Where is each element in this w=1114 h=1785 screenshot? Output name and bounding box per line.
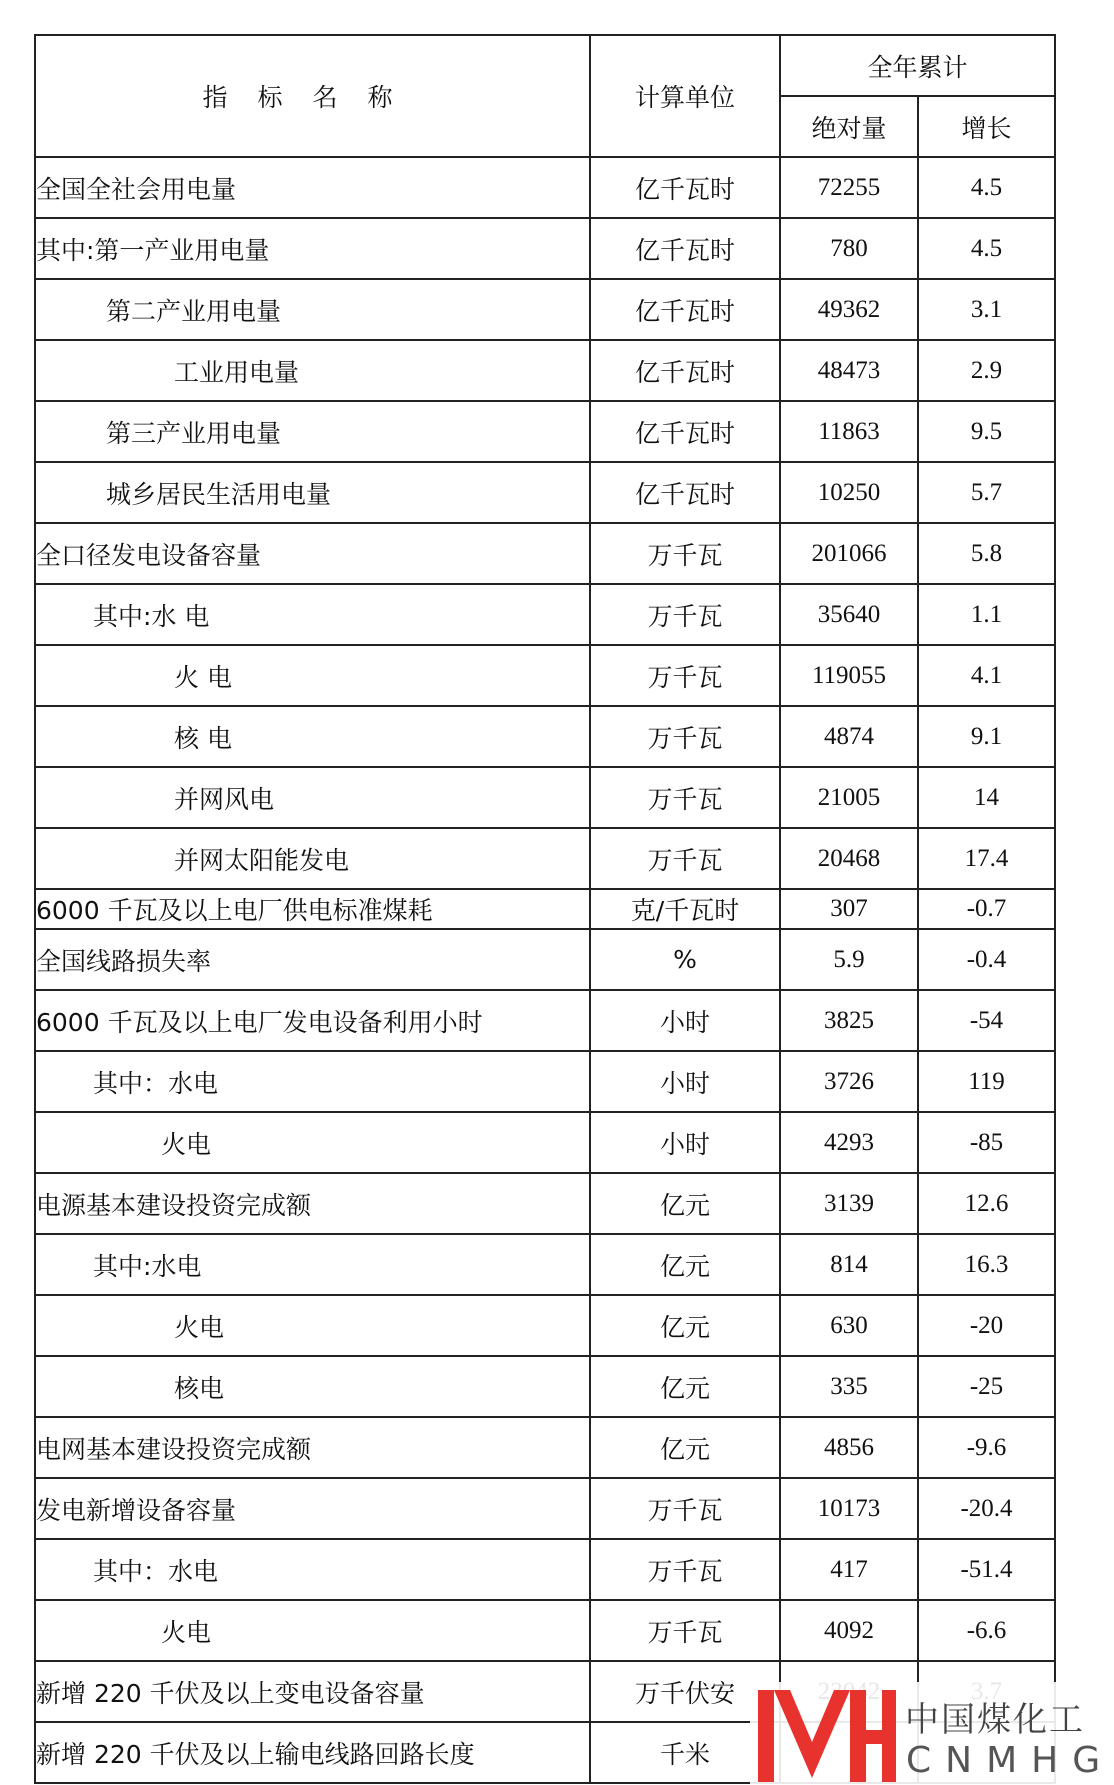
indicator-name-cell: 并网风电 xyxy=(35,767,590,828)
unit-cell: % xyxy=(590,929,780,990)
table-row xyxy=(35,1539,1055,1600)
absolute-value-cell: 417 xyxy=(780,1539,918,1600)
table-row xyxy=(35,1356,1055,1417)
watermark-logo xyxy=(750,1682,1114,1785)
absolute-value-cell: 119055 xyxy=(780,645,918,706)
unit-cell: 亿元 xyxy=(590,1417,780,1478)
growth-value-cell: 119 xyxy=(918,1051,1055,1112)
indicator-name-cell: 全国线路损失率 xyxy=(35,929,590,990)
indicator-name-cell: 火电 xyxy=(35,1600,590,1661)
indicator-name-cell: 其中：水电 xyxy=(35,1539,590,1600)
indicator-name-cell: 6000 千瓦及以上电厂发电设备利用小时 xyxy=(35,990,590,1051)
table-row xyxy=(35,1234,1055,1295)
growth-value-cell: -6.6 xyxy=(918,1600,1055,1661)
unit-cell: 万千伏安 xyxy=(590,1661,780,1722)
unit-cell: 亿千瓦时 xyxy=(590,157,780,218)
table-row xyxy=(35,645,1055,706)
growth-value-cell: 3.1 xyxy=(918,279,1055,340)
growth-value-cell: -0.7 xyxy=(918,889,1055,929)
absolute-value-cell: 35640 xyxy=(780,584,918,645)
unit-cell: 万千瓦 xyxy=(590,1478,780,1539)
growth-value-cell: 4.1 xyxy=(918,645,1055,706)
statistics-table xyxy=(34,34,1056,1784)
unit-cell: 克/千瓦时 xyxy=(590,889,780,929)
unit-cell: 万千瓦 xyxy=(590,828,780,889)
absolute-value-cell: 20468 xyxy=(780,828,918,889)
indicator-name-cell: 电源基本建设投资完成额 xyxy=(35,1173,590,1234)
absolute-value-cell: 630 xyxy=(780,1295,918,1356)
absolute-value-cell: 335 xyxy=(780,1356,918,1417)
growth-value-cell: -0.4 xyxy=(918,929,1055,990)
unit-cell: 万千瓦 xyxy=(590,1539,780,1600)
absolute-value-cell: 10250 xyxy=(780,462,918,523)
header-indicator-name: 指标名称 xyxy=(35,35,590,157)
unit-cell: 亿千瓦时 xyxy=(590,279,780,340)
absolute-value-cell: 5.9 xyxy=(780,929,918,990)
table-row xyxy=(35,1173,1055,1234)
unit-cell: 亿千瓦时 xyxy=(590,401,780,462)
unit-cell: 小时 xyxy=(590,990,780,1051)
header-annual-cumulative: 全年累计 xyxy=(780,35,1055,96)
indicator-name-cell: 核电 xyxy=(35,1356,590,1417)
absolute-value-cell: 10173 xyxy=(780,1478,918,1539)
indicator-name-cell: 城乡居民生活用电量 xyxy=(35,462,590,523)
unit-cell: 亿千瓦时 xyxy=(590,462,780,523)
table-header xyxy=(35,35,1055,157)
indicator-name-cell: 其中:水电 xyxy=(35,1234,590,1295)
growth-value-cell: -20 xyxy=(918,1295,1055,1356)
absolute-value-cell: 4293 xyxy=(780,1112,918,1173)
absolute-value-cell: 307 xyxy=(780,889,918,929)
indicator-name-cell: 火电 xyxy=(35,1295,590,1356)
growth-value-cell: 5.7 xyxy=(918,462,1055,523)
unit-cell: 万千瓦 xyxy=(590,523,780,584)
absolute-value-cell: 49362 xyxy=(780,279,918,340)
indicator-name-cell: 第二产业用电量 xyxy=(35,279,590,340)
unit-cell: 亿元 xyxy=(590,1295,780,1356)
growth-value-cell: 9.1 xyxy=(918,706,1055,767)
table-row xyxy=(35,340,1055,401)
table-row xyxy=(35,1295,1055,1356)
indicator-name-cell: 发电新增设备容量 xyxy=(35,1478,590,1539)
indicator-name-cell: 全国全社会用电量 xyxy=(35,157,590,218)
growth-value-cell: -85 xyxy=(918,1112,1055,1173)
unit-cell: 亿元 xyxy=(590,1173,780,1234)
indicator-name-cell: 新增 220 千伏及以上变电设备容量 xyxy=(35,1661,590,1722)
growth-value-cell: 16.3 xyxy=(918,1234,1055,1295)
absolute-value-cell: 72255 xyxy=(780,157,918,218)
table-row xyxy=(35,1051,1055,1112)
growth-value-cell: 17.4 xyxy=(918,828,1055,889)
growth-value-cell: -54 xyxy=(918,990,1055,1051)
table-row xyxy=(35,157,1055,218)
indicator-name-cell: 第三产业用电量 xyxy=(35,401,590,462)
growth-value-cell: 9.5 xyxy=(918,401,1055,462)
growth-value-cell: 14 xyxy=(918,767,1055,828)
unit-cell: 亿元 xyxy=(590,1234,780,1295)
header-growth: 增长 xyxy=(918,96,1055,157)
unit-cell: 亿千瓦时 xyxy=(590,218,780,279)
indicator-name-cell: 其中:第一产业用电量 xyxy=(35,218,590,279)
table-row xyxy=(35,218,1055,279)
table-row xyxy=(35,584,1055,645)
growth-value-cell: 12.6 xyxy=(918,1173,1055,1234)
indicator-name-cell: 火电 xyxy=(35,1112,590,1173)
indicator-name-cell: 其中:水 电 xyxy=(35,584,590,645)
table-row xyxy=(35,1478,1055,1539)
unit-cell: 万千瓦 xyxy=(590,1600,780,1661)
absolute-value-cell: 4856 xyxy=(780,1417,918,1478)
indicator-name-cell: 电网基本建设投资完成额 xyxy=(35,1417,590,1478)
unit-cell: 万千瓦 xyxy=(590,584,780,645)
growth-value-cell: -20.4 xyxy=(918,1478,1055,1539)
table-row xyxy=(35,279,1055,340)
table-row xyxy=(35,929,1055,990)
absolute-value-cell: 11863 xyxy=(780,401,918,462)
absolute-value-cell: 3825 xyxy=(780,990,918,1051)
growth-value-cell: -51.4 xyxy=(918,1539,1055,1600)
unit-cell: 万千瓦 xyxy=(590,767,780,828)
absolute-value-cell: 4092 xyxy=(780,1600,918,1661)
growth-value-cell: 1.1 xyxy=(918,584,1055,645)
indicator-name-cell: 核 电 xyxy=(35,706,590,767)
unit-cell: 亿千瓦时 xyxy=(590,340,780,401)
unit-cell: 小时 xyxy=(590,1112,780,1173)
table-body xyxy=(35,157,1055,1783)
table-row xyxy=(35,1600,1055,1661)
header-unit: 计算单位 xyxy=(590,35,780,157)
indicator-name-cell: 全口径发电设备容量 xyxy=(35,523,590,584)
absolute-value-cell: 48473 xyxy=(780,340,918,401)
table-row xyxy=(35,889,1055,929)
unit-cell: 小时 xyxy=(590,1051,780,1112)
indicator-name-cell: 并网太阳能发电 xyxy=(35,828,590,889)
table-row xyxy=(35,1417,1055,1478)
unit-cell: 万千瓦 xyxy=(590,706,780,767)
indicator-name-cell: 火 电 xyxy=(35,645,590,706)
absolute-value-cell: 780 xyxy=(780,218,918,279)
table-row xyxy=(35,767,1055,828)
table-row xyxy=(35,990,1055,1051)
growth-value-cell: 5.8 xyxy=(918,523,1055,584)
indicator-name-cell: 工业用电量 xyxy=(35,340,590,401)
absolute-value-cell: 201066 xyxy=(780,523,918,584)
unit-cell: 千米 xyxy=(590,1722,780,1783)
table-row xyxy=(35,523,1055,584)
watermark-text-en: CNMHG xyxy=(906,1740,1114,1781)
growth-value-cell: 4.5 xyxy=(918,218,1055,279)
table-row xyxy=(35,1112,1055,1173)
growth-value-cell: 4.5 xyxy=(918,157,1055,218)
absolute-value-cell: 3726 xyxy=(780,1051,918,1112)
indicator-name-cell: 新增 220 千伏及以上输电线路回路长度 xyxy=(35,1722,590,1783)
growth-value-cell: -9.6 xyxy=(918,1417,1055,1478)
unit-cell: 万千瓦 xyxy=(590,645,780,706)
absolute-value-cell: 814 xyxy=(780,1234,918,1295)
table-row xyxy=(35,462,1055,523)
table-row xyxy=(35,828,1055,889)
absolute-value-cell: 4874 xyxy=(780,706,918,767)
header-absolute: 绝对量 xyxy=(780,96,918,157)
cnmhg-logo-icon xyxy=(750,1682,900,1785)
watermark-text-cn: 中国煤化工 xyxy=(905,1700,1085,1740)
growth-value-cell: -25 xyxy=(918,1356,1055,1417)
absolute-value-cell: 3139 xyxy=(780,1173,918,1234)
unit-cell: 亿元 xyxy=(590,1356,780,1417)
indicator-name-cell: 其中：水电 xyxy=(35,1051,590,1112)
growth-value-cell: 2.9 xyxy=(918,340,1055,401)
absolute-value-cell: 21005 xyxy=(780,767,918,828)
indicator-name-cell: 6000 千瓦及以上电厂供电标准煤耗 xyxy=(35,889,590,929)
table-row xyxy=(35,401,1055,462)
table-row xyxy=(35,706,1055,767)
